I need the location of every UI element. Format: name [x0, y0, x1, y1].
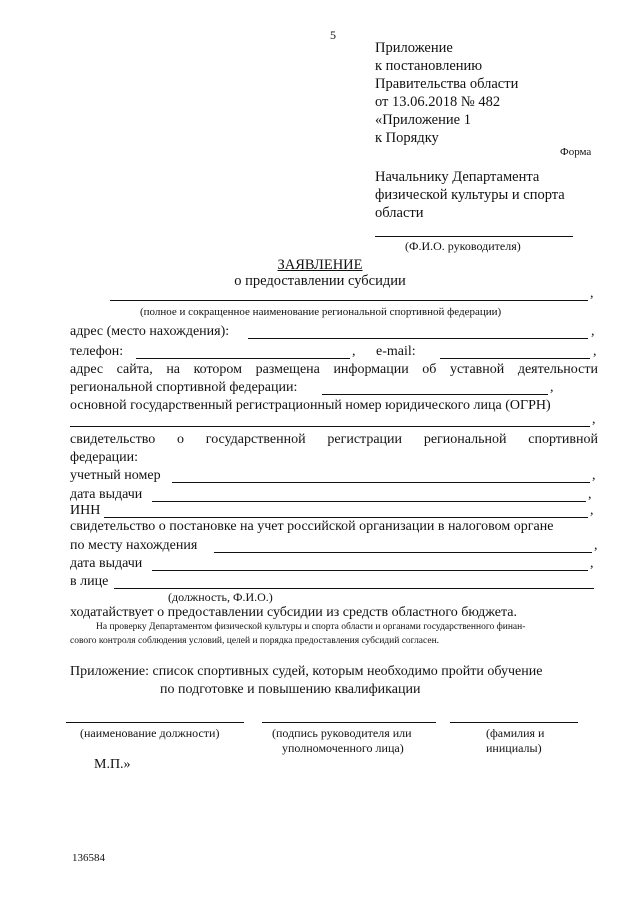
attachment-line2: по подготовке и повышению квалификации — [160, 682, 421, 697]
comma: , — [590, 503, 594, 518]
tax-location-label: по месту нахождения — [70, 538, 198, 553]
address-label: адрес (место нахождения): — [70, 324, 230, 339]
word: регистрации — [327, 432, 403, 447]
document-title: ЗАЯВЛЕНИЕ — [277, 257, 363, 273]
federation-name-caption: (полное и сокращенное наименование региональной спортивной федерации) — [140, 306, 502, 318]
name-caption-line1: (фамилия и — [486, 726, 545, 740]
website-label-line1 — [70, 362, 598, 378]
position-signature-line — [66, 722, 244, 723]
document-subtitle: о предоставлении субсидии — [234, 273, 406, 289]
word: размещена — [255, 362, 320, 377]
petition-text: ходатайствует о предоставлении субсидии из средств областного бюджета. — [70, 605, 517, 620]
inn-label: ИНН — [70, 503, 101, 518]
ogrn-label: основной государственный регистрационный номер юридического лица (ОГРН) — [70, 398, 551, 413]
annex-line: к постановлению — [375, 58, 483, 74]
word: котором — [193, 362, 243, 377]
stamp-label: М.П.» — [94, 757, 131, 772]
comma: , — [593, 344, 597, 359]
issue-date-label: дата выдачи — [70, 487, 143, 502]
addressee-line: физической культуры и спорта — [375, 187, 565, 203]
comma: , — [550, 380, 554, 395]
issue-date2-label: дата выдачи — [70, 556, 143, 571]
represented-by-label: в лице — [70, 574, 109, 589]
word: региональной — [423, 432, 507, 447]
annex-line: Приложение — [375, 40, 453, 56]
word: информации — [333, 362, 409, 377]
annex-line: «Приложение 1 — [375, 112, 471, 128]
comma: , — [590, 556, 594, 571]
word: на — [166, 362, 181, 377]
ogrn-line — [70, 426, 590, 427]
consent-text-line1: На проверку Департаментом физической культуры и спорта области и органами государственного финан- — [96, 622, 526, 632]
comma: , — [592, 468, 596, 483]
comma: , — [592, 412, 596, 427]
tax-location-line — [214, 552, 592, 553]
word: деятельности — [517, 362, 598, 377]
issue-date-line — [152, 501, 586, 502]
issue-date2-line — [152, 570, 588, 571]
head-name-caption: (Ф.И.О. руководителя) — [405, 239, 521, 253]
signature-line — [262, 722, 436, 723]
website-label-line2: региональной спортивной федерации: — [70, 380, 298, 395]
consent-text-line2: сового контроля соблюдения условий, целей и порядка предоставления субсидий согласен. — [70, 636, 440, 646]
registration-cert-label-line1 — [70, 432, 598, 448]
word: уставной — [449, 362, 505, 377]
account-number-line — [172, 482, 590, 483]
name-caption-line2: инициалы) — [486, 741, 542, 755]
document-code: 136584 — [72, 852, 105, 864]
email-label: e-mail: — [376, 344, 416, 359]
addressee-line: Начальнику Департамента — [375, 169, 540, 185]
word: свидетельство — [70, 432, 156, 447]
phone-label: телефон: — [70, 344, 124, 359]
email-line — [440, 358, 590, 359]
comma: , — [590, 286, 594, 301]
signature-caption-line1: (подпись руководителя или — [272, 726, 412, 740]
annex-line: к Порядку — [375, 130, 439, 146]
page-number: 5 — [330, 28, 336, 42]
phone-line — [136, 358, 350, 359]
word: адрес — [70, 362, 104, 377]
signature-caption-line2: уполномоченного лица) — [282, 741, 404, 755]
comma: , — [352, 344, 356, 359]
account-number-label: учетный номер — [70, 468, 161, 483]
inn-line — [104, 517, 588, 518]
word: о — [177, 432, 184, 447]
represented-by-line — [114, 588, 594, 589]
position-caption: (наименование должности) — [80, 726, 220, 740]
federation-name-line — [110, 300, 588, 301]
head-name-line — [375, 236, 573, 237]
address-line — [248, 338, 588, 339]
comma: , — [594, 538, 598, 553]
comma: , — [588, 487, 592, 502]
tax-cert-label: свидетельство о постановке на учет российской организации в налоговом органе — [70, 519, 554, 534]
word: государственной — [205, 432, 306, 447]
word: сайта, — [116, 362, 153, 377]
word: спортивной — [528, 432, 598, 447]
annex-line: Правительства области — [375, 76, 519, 92]
comma: , — [591, 324, 595, 339]
attachment-line1: Приложение: список спортивных судей, которым необходимо пройти обучение — [70, 664, 543, 679]
annex-line: от 13.06.2018 № 482 — [375, 94, 501, 110]
website-line — [322, 394, 548, 395]
name-signature-line — [450, 722, 578, 723]
registration-cert-label-line2: федерации: — [70, 450, 139, 465]
form-label: Форма — [560, 146, 592, 158]
position-name-caption: (должность, Ф.И.О.) — [168, 590, 273, 604]
word: об — [422, 362, 437, 377]
addressee-line: области — [375, 205, 424, 221]
